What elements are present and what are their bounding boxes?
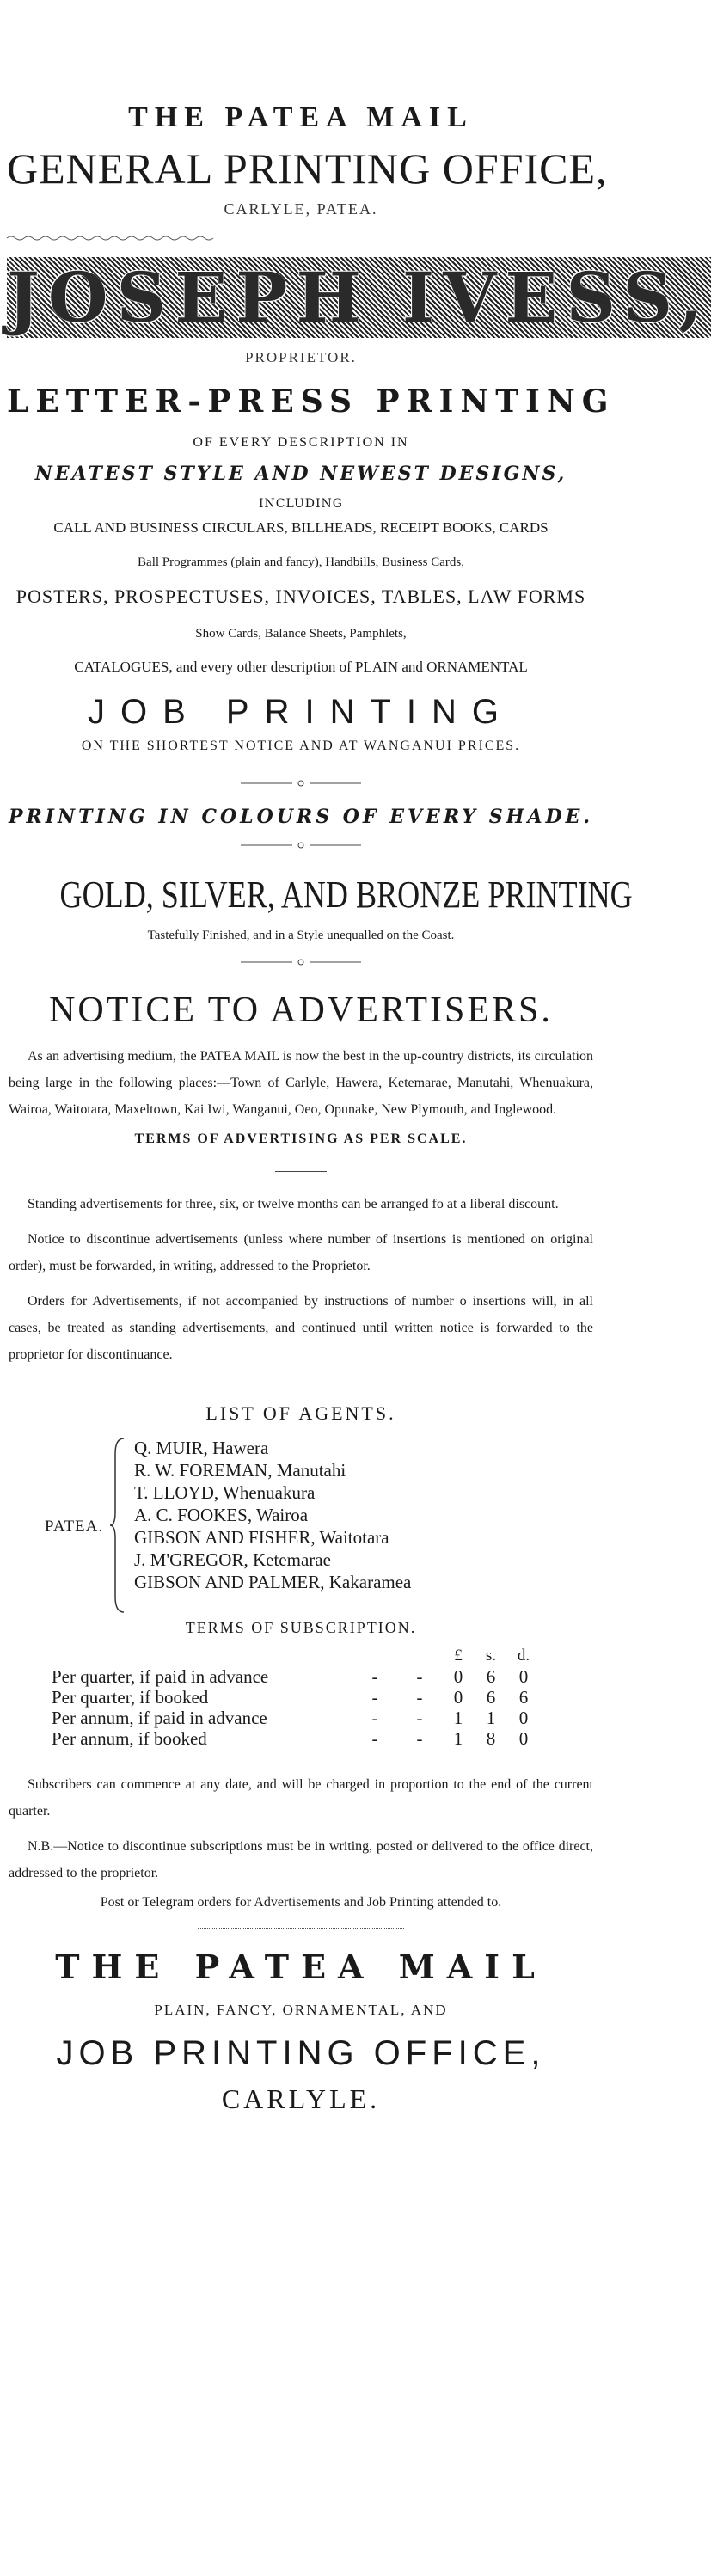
including-line: INCLUDING [258,496,343,511]
title-line1: THE PATEA MAIL [128,101,474,133]
agent-item: A. C. FOOKES, Wairoa [134,1504,309,1525]
agent-item: J. M'GREGOR, Ketemarae [134,1549,331,1570]
subscription-heading: TERMS OF SUBSCRIPTION. [185,1618,417,1636]
neatest-style-line: NEATEST STYLE AND NEWEST DESIGNS, [34,462,567,485]
brace-icon [108,1437,126,1614]
subscription-row: Per annum, if booked - - 1 8 0 [52,1727,529,1749]
discontinue-paragraph: Notice to discontinue advertisements (unless where number of insertions is mentioned on original order), must be forwarded, in writing, addressed to the Proprietor. [9,1231,593,1273]
subscription-row: Per quarter, if paid in advance - - 0 6 0 [52,1665,529,1687]
colours-line: PRINTING IN COLOURS OF EVERY SHADE. [8,805,594,828]
ornament-rule [241,840,361,850]
ball-programmes-line: Ball Programmes (plain and fancy), Handbills, Business Cards, [138,555,464,569]
orders-paragraph: Orders for Advertisements, if not accompanied by instructions of number o insertions will, in all cases, be treated as standing advertisements, and continued until written notice is forwarded to the proprietor for discontinuance. [9,1293,593,1362]
agent-item: GIBSON AND FISHER, Waitotara [134,1526,389,1548]
dotted-rule [198,1928,404,1929]
agent-item: T. LLOYD, Whenuakura [134,1481,316,1503]
footer-title: THE PATEA MAIL [55,1947,547,1986]
plain-fancy-line: PLAIN, FANCY, ORNAMENTAL, AND [154,2001,448,2018]
agent-item: R. W. FOREMAN, Manutahi [134,1459,346,1481]
standing-paragraph: Standing advertisements for three, six, or twelve months can be arranged fo at a liberal discount. [28,1196,559,1211]
subscription-row: Per annum, if paid in advance - - 1 1 0 [52,1707,529,1728]
shilling-header: s. [485,1646,497,1665]
agent-item: GIBSON AND PALMER, Kakaramea [134,1571,412,1592]
agents-block [7,1437,595,1617]
agents-list [134,1437,411,1593]
agents-heading: LIST OF AGENTS. [205,1401,396,1424]
carlyle-footer: CARLYLE. [221,2082,381,2114]
job-printing-heading: JOB PRINTING [87,692,515,731]
ornament-rule [241,778,361,788]
subscription-table [52,1646,540,1749]
subscribers-paragraph: Subscribers can commence at any date, and will be charged in proportion to the end of the current quarter. [9,1776,593,1819]
tastefully-line: Tastefully Finished, and in a Style unequalled on the Coast. [147,928,455,942]
calls-line: CALL AND BUSINESS CIRCULARS, BILLHEADS, RECEIPT BOOKS, CARDS [53,518,549,536]
advertisement-page [0,101,711,2576]
proprietor-name-text: JOSEPH IVESS, [7,256,711,338]
notice-paragraph: As an advertising medium, the PATEA MAIL is now the best in the up-country districts, its circulation being large in the following places:—Town of Carlyle, Hawera, Ketemarae, Manutahi, Whenuakura, Wairoa, Waitotara, Maxeltown, Kai Iwi, Wanganui, Oeo, Opunake, New Plymouth, and Inglewood. [9,1048,593,1117]
location-line: CARLYLE, PATEA. [224,199,378,218]
pence-header: d. [517,1646,530,1665]
short-rule [275,1171,327,1172]
show-cards-line: Show Cards, Balance Sheets, Pamphlets, [195,626,407,641]
job-office-heading: JOB PRINTING OFFICE, [56,2033,546,2072]
terms-advertising: TERMS OF ADVERTISING AS PER SCALE. [134,1131,468,1146]
proprietor-name [7,256,711,338]
ornament-rule [241,957,361,967]
subscription-row: Per quarter, if booked - - 0 6 6 [52,1686,529,1708]
patea-label: PATEA. [45,1517,104,1536]
letterpress-heading: LETTER-PRESS PRINTING [7,383,616,420]
wavy-rule [7,234,213,242]
of-every-description: OF EVERY DESCRIPTION IN [193,434,409,450]
subscription-header-row [52,1646,540,1666]
posters-line: POSTERS, PROSPECTUSES, INVOICES, TABLES, LAW FORMS [15,585,586,607]
proprietor-label: PROPRIETOR. [245,348,357,365]
shortest-notice-line: ON THE SHORTEST NOTICE AND AT WANGANUI PRICES. [81,738,521,753]
catalogues-line: CATALOGUES, and every other description of PLAIN and ORNAMENTAL [74,658,528,675]
pound-header: £ [454,1646,463,1665]
post-telegram-line: Post or Telegram orders for Advertisements and Job Printing attended to. [100,1894,502,1910]
title-line2: GENERAL PRINTING OFFICE, [7,144,608,193]
nb-paragraph: N.B.—Notice to discontinue subscriptions must be in writing, posted or delivered to the office direct, addressed to the proprietor. [9,1838,593,1880]
agent-item: Q. MUIR, Hawera [134,1437,269,1458]
notice-heading: NOTICE TO ADVERTISERS. [49,990,553,1030]
gold-silver-heading: GOLD, SILVER, AND BRONZE PRINTING [59,873,633,916]
